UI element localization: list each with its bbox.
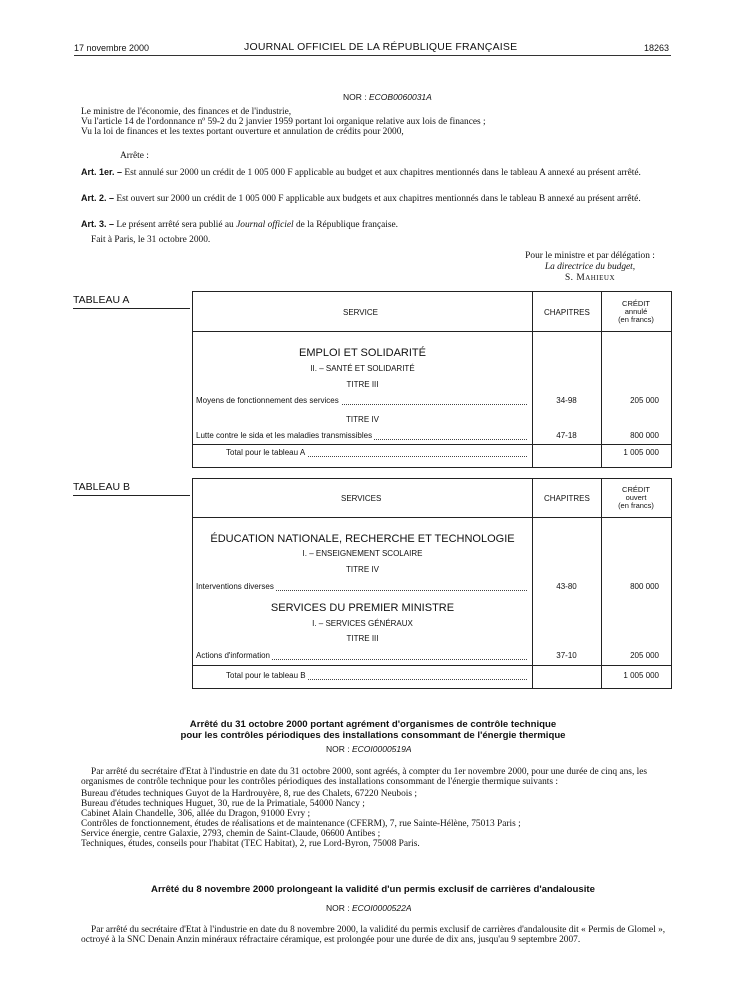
list-item: Bureau d'études techniques Huguet, 30, rue de la Primatiale, 54000 Nancy ; [81,799,365,809]
arrete-3-title: Arrêté du 8 novembre 2000 prolongeant la validité d'un permis exclusif de carrières d'andalousite [151,884,595,895]
row-value: 800 000 [630,431,659,440]
row-chapitre: 47-18 [556,431,577,440]
arrete-2-body: Par arrêté du secrétaire d'Etat à l'industrie en date du 31 octobre 2000, sont agréés, à compter du 1er novembre 2000, pour une durée de cinq ans, les organismes de contrôle technique pour les contrôles périodiques des installations consommant de l'énergie thermique suivants : [81,767,648,787]
titre-heading: TITRE IV [346,415,379,424]
header-date: 17 novembre 2000 [74,43,150,53]
header-title: JOURNAL OFFICIEL DE LA RÉPUBLIQUE FRANÇAISE [244,41,518,53]
total-label: Total pour le tableau A [226,448,306,457]
tableau-b-header [193,479,671,518]
titre-heading: TITRE IV [346,565,379,574]
article-1: Art. 1er. – Est annulé sur 2000 un crédit de 1 005 000 F applicable au budget et aux chapitres mentionnés dans le tableau A annexé au présent arrêté. [81,167,641,178]
row-label: Actions d'information [196,651,271,660]
row-chapitre: 43-80 [556,582,577,591]
header-credit: CRÉDIT annulé (en francs) [618,299,654,324]
arrete-2-nor: NOR : ECOI0000519A [326,744,412,754]
header-chapitres: CHAPITRES [544,308,590,317]
signature-name: S. Mahieux [564,273,616,283]
intro-line-3: Vu la loi de finances et les textes portant ouverture et annulation de crédits pour 2000, [81,127,404,137]
arrete-3-nor: NOR : ECOI0000522A [326,903,412,913]
row-chapitre: 37-10 [556,651,577,660]
header-rule [74,55,671,56]
signature-line-2: La directrice du budget, [544,262,636,272]
section-title: I. – ENSEIGNEMENT SCOLAIRE [302,549,423,558]
col-divider [601,479,602,688]
tableau-a-header [193,292,671,332]
fait-a-paris: Fait à Paris, le 31 octobre 2000. [91,235,211,245]
list-item: Cabinet Alain Chandelle, 306, allée du Dragon, 91000 Evry ; [81,809,311,819]
article-2: Art. 2. – Est ouvert sur 2000 un crédit de 1 005 000 F applicable aux budgets et aux chapitres mentionnés dans le tableau B annexé au présent arrêté. [81,193,641,204]
row-value: 800 000 [630,582,659,591]
arrete-word: Arrête : [120,151,149,161]
titre-heading: TITRE III [346,634,379,643]
col-divider [532,292,533,467]
signature-line-1: Pour le ministre et par délégation : [525,251,655,261]
article-3: Art. 3. – Le présent arrêté sera publié au Journal officiel de la République française. [81,219,399,230]
ministry-title: SERVICES DU PREMIER MINISTRE [270,602,455,614]
tableau-a-label: TABLEAU A [73,294,190,309]
row-chapitre: 34-98 [556,396,577,405]
intro-line-1: Le ministre de l'économie, des finances et de l'industrie, [81,107,292,117]
arrete-2-list [81,789,671,849]
signature-block [500,251,680,284]
list-item: Contrôles de fonctionnement, études de réalisations et de maintenance (CFERM), 7, rue Sainte-Hélène, 75013 Paris ; [81,819,521,829]
header-service: SERVICE [343,308,378,317]
nor-reference: NOR : ECOB0060031A [343,92,432,102]
row-label: Moyens de fonctionnement des services [196,396,339,405]
header-chapitres: CHAPITRES [544,494,590,503]
titre-heading: TITRE III [346,380,379,389]
tableau-b-label: TABLEAU B [73,481,190,496]
total-value: 1 005 000 [623,671,659,680]
section-title: I. – SERVICES GÉNÉRAUX [312,619,413,628]
tableau-b [192,478,672,689]
section-title: II. – SANTÉ ET SOLIDARITÉ [310,364,415,373]
total-label: Total pour le tableau B [226,671,306,680]
row-value: 205 000 [630,396,659,405]
page-header [0,0,748,56]
row-value: 205 000 [630,651,659,660]
ministry-title: EMPLOI ET SOLIDARITÉ [299,347,426,359]
row-label: Interventions diverses [196,582,274,591]
arrete-3-body: Par arrêté du secrétaire d'Etat à l'industrie en date du 8 novembre 2000, la validité du permis exclusif de carrières d'andalousite dit « Permis de Glomel », octroyé à la SNC Denain Anzin minéraux réfractaire céramique, est prolongée pour une durée de dix ans, jusqu'au 9 septembre 2007. [81,925,666,945]
intro-line-2: Vu l'article 14 de l'ordonnance nº 59-2 du 2 janvier 1959 portant loi organique relative aux lois de finances ; [81,117,486,127]
arrete-2-title: Arrêté du 31 octobre 2000 portant agrément d'organismes de contrôle technique pour les contrôles périodiques des installations consommant de l'énergie thermique [180,719,566,741]
header-services: SERVICES [341,494,382,503]
total-rule [193,444,671,445]
list-item: Service énergie, centre Galaxie, 2793, chemin de Saint-Claude, 06600 Antibes ; [81,829,381,839]
header-page-number: 18263 [644,43,670,53]
total-rule [193,665,671,666]
header-credit: CRÉDIT ouvert (en francs) [618,485,654,510]
list-item: Techniques, études, conseils pour l'habitat (TEC Habitat), 2, rue Lord-Byron, 75008 Paris. [81,839,420,849]
list-item: Bureau d'études techniques Guyot de la Hardrouyère, 8, rue des Chalets, 67220 Neubois ; [81,789,417,799]
intro-block [81,107,671,137]
row-label: Lutte contre le sida et les maladies transmissibles [196,431,373,440]
tableau-a [192,291,672,468]
ministry-title: ÉDUCATION NATIONALE, RECHERCHE ET TECHNOLOGIE [210,533,515,545]
total-value: 1 005 000 [623,448,659,457]
